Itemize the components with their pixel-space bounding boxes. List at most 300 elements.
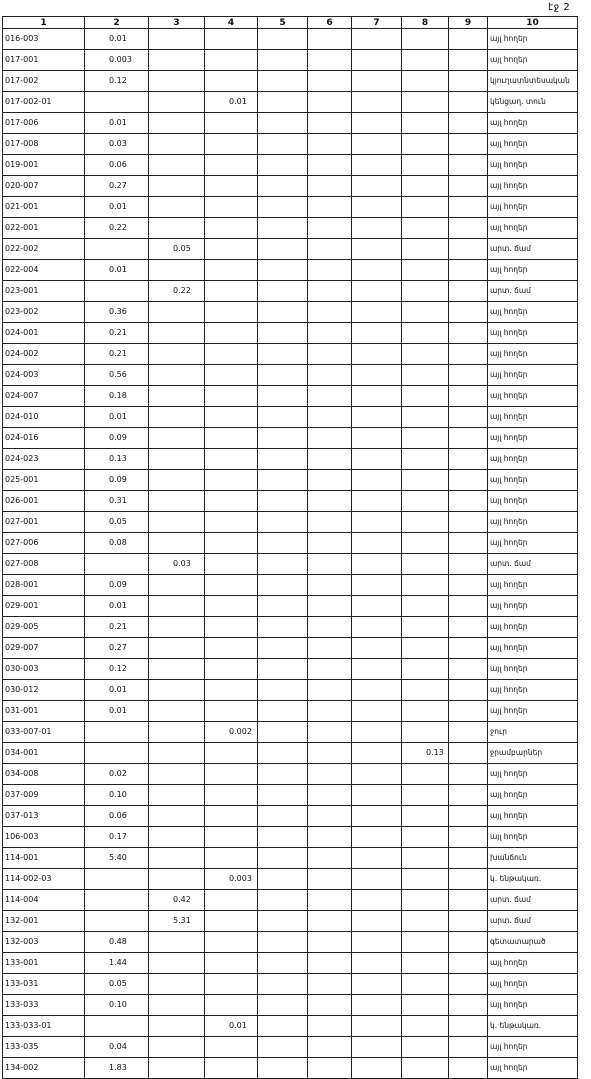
- table-cell-col-2: 0.003: [85, 50, 149, 71]
- table-cell-col-1: 028-001: [3, 575, 85, 596]
- table-cell-col-10: այլ հողեր: [488, 575, 578, 596]
- table-row: [3, 323, 578, 344]
- table-cell-col-7: [352, 512, 402, 533]
- table-cell-col-10: այլ հողեր: [488, 701, 578, 722]
- table-cell-col-7: [352, 365, 402, 386]
- table-cell-col-7: [352, 71, 402, 92]
- table-cell-col-9: [449, 743, 488, 764]
- table-row: [3, 302, 578, 323]
- table-cell-col-7: [352, 239, 402, 260]
- table-cell-col-5: [258, 596, 308, 617]
- table-cell-col-1: 027-006: [3, 533, 85, 554]
- table-cell-col-3: [149, 533, 205, 554]
- table-cell-col-7: [352, 1058, 402, 1079]
- table-cell-col-9: [449, 365, 488, 386]
- table-cell-col-1: 022-004: [3, 260, 85, 281]
- table-cell-col-1: 029-001: [3, 596, 85, 617]
- table-cell-col-2: [85, 911, 149, 932]
- table-cell-col-4: [205, 554, 258, 575]
- table-cell-col-9: [449, 953, 488, 974]
- table-cell-col-3: [149, 113, 205, 134]
- table-cell-col-2: 0.27: [85, 176, 149, 197]
- table-cell-col-6: [308, 344, 352, 365]
- table-cell-col-3: 0.22: [149, 281, 205, 302]
- table-cell-col-8: [402, 218, 449, 239]
- table-cell-col-9: [449, 638, 488, 659]
- table-cell-col-6: [308, 575, 352, 596]
- table-row: [3, 113, 578, 134]
- table-cell-col-10: այլ հողեր: [488, 596, 578, 617]
- table-cell-col-4: [205, 827, 258, 848]
- table-cell-col-3: [149, 71, 205, 92]
- table-cell-col-6: [308, 869, 352, 890]
- table-cell-col-1: 024-007: [3, 386, 85, 407]
- table-cell-col-9: [449, 617, 488, 638]
- table-cell-col-8: [402, 302, 449, 323]
- table-cell-col-4: [205, 533, 258, 554]
- table-cell-col-10: այլ հողեր: [488, 953, 578, 974]
- table-cell-col-8: [402, 512, 449, 533]
- table-cell-col-6: [308, 680, 352, 701]
- table-cell-col-3: 0.05: [149, 239, 205, 260]
- table-cell-col-3: [149, 806, 205, 827]
- table-cell-col-2: 0.01: [85, 407, 149, 428]
- table-cell-col-1: 133-033-01: [3, 1016, 85, 1037]
- table-cell-col-1: 017-002-01: [3, 92, 85, 113]
- table-cell-col-8: [402, 134, 449, 155]
- table-row: [3, 743, 578, 764]
- table-cell-col-6: [308, 827, 352, 848]
- table-cell-col-4: [205, 1058, 258, 1079]
- table-cell-col-4: [205, 407, 258, 428]
- table-cell-col-1: 132-001: [3, 911, 85, 932]
- table-cell-col-9: [449, 554, 488, 575]
- column-header-2: 2: [85, 17, 149, 29]
- table-cell-col-5: [258, 1037, 308, 1058]
- table-cell-col-2: 0.17: [85, 827, 149, 848]
- table-cell-col-1: 133-031: [3, 974, 85, 995]
- table-cell-col-10: այլ հողեր: [488, 218, 578, 239]
- table-cell-col-8: [402, 449, 449, 470]
- table-cell-col-2: 0.05: [85, 512, 149, 533]
- table-cell-col-6: [308, 890, 352, 911]
- table-cell-col-6: [308, 281, 352, 302]
- table-cell-col-3: [149, 1016, 205, 1037]
- table-cell-col-3: [149, 974, 205, 995]
- table-row: [3, 71, 578, 92]
- table-cell-col-4: [205, 974, 258, 995]
- table-cell-col-9: [449, 512, 488, 533]
- table-cell-col-5: [258, 260, 308, 281]
- table-cell-col-6: [308, 29, 352, 50]
- table-cell-col-1: 021-001: [3, 197, 85, 218]
- table-cell-col-10: գետատարած: [488, 932, 578, 953]
- table-cell-col-9: [449, 50, 488, 71]
- table-cell-col-5: [258, 449, 308, 470]
- page-number: էջ 2: [548, 2, 571, 13]
- table-cell-col-10: այլ հողեր: [488, 344, 578, 365]
- table-cell-col-9: [449, 197, 488, 218]
- table-cell-col-10: այլ հողեր: [488, 428, 578, 449]
- table-cell-col-5: [258, 701, 308, 722]
- table-cell-col-10: այլ հողեր: [488, 29, 578, 50]
- table-cell-col-7: [352, 491, 402, 512]
- table-cell-col-2: 0.56: [85, 365, 149, 386]
- table-cell-col-2: 0.03: [85, 134, 149, 155]
- table-cell-col-3: [149, 869, 205, 890]
- table-row: [3, 1037, 578, 1058]
- table-cell-col-7: [352, 953, 402, 974]
- table-cell-col-1: 019-001: [3, 155, 85, 176]
- table-cell-col-4: [205, 386, 258, 407]
- table-cell-col-7: [352, 449, 402, 470]
- table-cell-col-2: 0.06: [85, 806, 149, 827]
- table-cell-col-8: [402, 554, 449, 575]
- table-cell-col-8: [402, 155, 449, 176]
- column-header-4: 4: [205, 17, 258, 29]
- table-cell-col-9: [449, 344, 488, 365]
- table-cell-col-8: [402, 1016, 449, 1037]
- table-cell-col-3: [149, 344, 205, 365]
- table-row: [3, 974, 578, 995]
- table-cell-col-6: [308, 617, 352, 638]
- table-cell-col-5: [258, 743, 308, 764]
- table-cell-col-5: [258, 155, 308, 176]
- table-cell-col-2: 0.21: [85, 617, 149, 638]
- table-cell-col-4: [205, 575, 258, 596]
- table-cell-col-6: [308, 449, 352, 470]
- table-cell-col-8: [402, 470, 449, 491]
- table-row: [3, 491, 578, 512]
- table-cell-col-7: [352, 29, 402, 50]
- column-header-5: 5: [258, 17, 308, 29]
- table-cell-col-9: [449, 92, 488, 113]
- table-cell-col-6: [308, 554, 352, 575]
- table-cell-col-4: [205, 344, 258, 365]
- table-cell-col-8: [402, 722, 449, 743]
- table-cell-col-7: [352, 743, 402, 764]
- table-cell-col-2: 0.01: [85, 596, 149, 617]
- table-cell-col-7: [352, 302, 402, 323]
- table-cell-col-10: ջուր: [488, 722, 578, 743]
- table-cell-col-1: 132-003: [3, 932, 85, 953]
- table-cell-col-2: [85, 743, 149, 764]
- table-cell-col-6: [308, 302, 352, 323]
- table-cell-col-10: արտ. ճամ: [488, 239, 578, 260]
- table-cell-col-4: [205, 806, 258, 827]
- table-cell-col-8: [402, 974, 449, 995]
- table-cell-col-8: [402, 680, 449, 701]
- table-row: [3, 134, 578, 155]
- table-cell-col-1: 030-003: [3, 659, 85, 680]
- table-cell-col-9: [449, 176, 488, 197]
- table-row: [3, 617, 578, 638]
- table-cell-col-10: այլ հողեր: [488, 470, 578, 491]
- table-cell-col-7: [352, 50, 402, 71]
- table-cell-col-10: այլ հողեր: [488, 155, 578, 176]
- table-row: [3, 155, 578, 176]
- table-cell-col-1: 133-035: [3, 1037, 85, 1058]
- table-cell-col-6: [308, 239, 352, 260]
- table-cell-col-6: [308, 50, 352, 71]
- table-cell-col-5: [258, 1016, 308, 1037]
- table-cell-col-4: 0.01: [205, 1016, 258, 1037]
- table-cell-col-5: [258, 722, 308, 743]
- table-cell-col-6: [308, 155, 352, 176]
- table-cell-col-7: [352, 932, 402, 953]
- table-cell-col-10: այլ հողեր: [488, 827, 578, 848]
- table-cell-col-5: [258, 302, 308, 323]
- table-cell-col-4: [205, 638, 258, 659]
- table-cell-col-10: այլ հողեր: [488, 659, 578, 680]
- table-cell-col-10: այլ հողեր: [488, 386, 578, 407]
- table-cell-col-1: 029-007: [3, 638, 85, 659]
- table-cell-col-3: [149, 1037, 205, 1058]
- table-row: [3, 92, 578, 113]
- table-cell-col-5: [258, 386, 308, 407]
- table-row: [3, 827, 578, 848]
- table-cell-col-4: 0.01: [205, 92, 258, 113]
- table-cell-col-7: [352, 281, 402, 302]
- table-cell-col-10: այլ հողեր: [488, 491, 578, 512]
- table-cell-col-7: [352, 197, 402, 218]
- table-cell-col-5: [258, 827, 308, 848]
- table-cell-col-9: [449, 932, 488, 953]
- table-row: [3, 680, 578, 701]
- table-cell-col-6: [308, 995, 352, 1016]
- table-cell-col-8: [402, 197, 449, 218]
- table-cell-col-4: [205, 155, 258, 176]
- table-cell-col-7: [352, 554, 402, 575]
- table-cell-col-1: 017-002: [3, 71, 85, 92]
- table-cell-col-8: [402, 953, 449, 974]
- table-cell-col-2: 0.06: [85, 155, 149, 176]
- table-cell-col-1: 034-001: [3, 743, 85, 764]
- column-header-9: 9: [449, 17, 488, 29]
- table-row: [3, 407, 578, 428]
- table-cell-col-3: [149, 407, 205, 428]
- table-cell-col-6: [308, 932, 352, 953]
- table-cell-col-8: [402, 911, 449, 932]
- table-cell-col-6: [308, 470, 352, 491]
- table-cell-col-8: [402, 323, 449, 344]
- table-cell-col-3: [149, 743, 205, 764]
- table-row: [3, 239, 578, 260]
- table-cell-col-10: այլ հողեր: [488, 113, 578, 134]
- table-cell-col-8: [402, 281, 449, 302]
- table-cell-col-3: [149, 512, 205, 533]
- table-cell-col-6: [308, 974, 352, 995]
- table-cell-col-10: այլ հողեր: [488, 533, 578, 554]
- table-cell-col-5: [258, 764, 308, 785]
- table-cell-col-2: 0.01: [85, 260, 149, 281]
- table-cell-col-7: [352, 407, 402, 428]
- table-cell-col-10: ջրամբարներ: [488, 743, 578, 764]
- table-cell-col-9: [449, 848, 488, 869]
- table-cell-col-1: 029-005: [3, 617, 85, 638]
- table-cell-col-4: [205, 1037, 258, 1058]
- table-cell-col-9: [449, 113, 488, 134]
- table-cell-col-4: [205, 470, 258, 491]
- table-cell-col-5: [258, 218, 308, 239]
- table-cell-col-8: [402, 848, 449, 869]
- table-cell-col-10: արտ. ճամ: [488, 281, 578, 302]
- table-cell-col-5: [258, 281, 308, 302]
- table-cell-col-2: 0.09: [85, 428, 149, 449]
- table-cell-col-3: [149, 848, 205, 869]
- table-cell-col-7: [352, 218, 402, 239]
- table-cell-col-5: [258, 491, 308, 512]
- table-cell-col-5: [258, 512, 308, 533]
- table-cell-col-5: [258, 176, 308, 197]
- table-cell-col-8: [402, 638, 449, 659]
- table-cell-col-2: [85, 239, 149, 260]
- table-cell-col-3: 0.42: [149, 890, 205, 911]
- table-cell-col-4: [205, 764, 258, 785]
- table-cell-col-7: [352, 155, 402, 176]
- table-cell-col-6: [308, 848, 352, 869]
- table-cell-col-3: [149, 701, 205, 722]
- table-cell-col-1: 023-002: [3, 302, 85, 323]
- table-cell-col-3: [149, 722, 205, 743]
- table-cell-col-3: [149, 785, 205, 806]
- table-cell-col-8: [402, 995, 449, 1016]
- table-cell-col-1: 017-006: [3, 113, 85, 134]
- table-cell-col-8: [402, 827, 449, 848]
- table-cell-col-9: [449, 71, 488, 92]
- table-row: [3, 764, 578, 785]
- table-cell-col-5: [258, 134, 308, 155]
- table-cell-col-6: [308, 386, 352, 407]
- table-row: [3, 659, 578, 680]
- table-cell-col-2: 0.02: [85, 764, 149, 785]
- table-row: [3, 260, 578, 281]
- table-cell-col-3: [149, 575, 205, 596]
- table-cell-col-9: [449, 218, 488, 239]
- table-cell-col-2: [85, 869, 149, 890]
- table-cell-col-6: [308, 428, 352, 449]
- table-cell-col-2: 0.01: [85, 29, 149, 50]
- table-row: [3, 701, 578, 722]
- table-cell-col-2: 5.40: [85, 848, 149, 869]
- table-cell-col-2: 0.13: [85, 449, 149, 470]
- table-cell-col-3: [149, 302, 205, 323]
- table-row: [3, 197, 578, 218]
- table-row: [3, 1016, 578, 1037]
- table-cell-col-7: [352, 659, 402, 680]
- table-cell-col-2: 0.04: [85, 1037, 149, 1058]
- table-cell-col-9: [449, 659, 488, 680]
- table-cell-col-5: [258, 974, 308, 995]
- table-row: [3, 890, 578, 911]
- table-cell-col-5: [258, 911, 308, 932]
- table-cell-col-7: [352, 113, 402, 134]
- table-cell-col-3: [149, 470, 205, 491]
- table-cell-col-9: [449, 827, 488, 848]
- table-cell-col-10: այլ հողեր: [488, 1058, 578, 1079]
- table-cell-col-2: 0.01: [85, 113, 149, 134]
- table-cell-col-3: [149, 50, 205, 71]
- table-cell-col-1: 016-003: [3, 29, 85, 50]
- table-cell-col-8: [402, 50, 449, 71]
- table-cell-col-4: [205, 134, 258, 155]
- table-row: [3, 638, 578, 659]
- table-cell-col-2: 0.09: [85, 575, 149, 596]
- table-cell-col-1: 017-008: [3, 134, 85, 155]
- table-cell-col-10: այլ հողեր: [488, 176, 578, 197]
- table-cell-col-7: [352, 722, 402, 743]
- table-cell-col-5: [258, 407, 308, 428]
- table-cell-col-10: արտ. ճամ: [488, 554, 578, 575]
- table-cell-col-9: [449, 680, 488, 701]
- table-cell-col-5: [258, 344, 308, 365]
- table-cell-col-9: [449, 449, 488, 470]
- table-cell-col-10: արտ. ճամ: [488, 911, 578, 932]
- table-cell-col-8: [402, 617, 449, 638]
- table-cell-col-10: այլ հողեր: [488, 197, 578, 218]
- table-cell-col-2: 0.31: [85, 491, 149, 512]
- table-row: [3, 218, 578, 239]
- table-cell-col-1: 024-003: [3, 365, 85, 386]
- table-cell-col-5: [258, 785, 308, 806]
- table-cell-col-10: այլ հողեր: [488, 974, 578, 995]
- table-cell-col-7: [352, 701, 402, 722]
- table-cell-col-1: 114-004: [3, 890, 85, 911]
- table-cell-col-6: [308, 785, 352, 806]
- table-cell-col-7: [352, 890, 402, 911]
- table-cell-col-3: [149, 155, 205, 176]
- table-cell-col-9: [449, 155, 488, 176]
- table-cell-col-8: [402, 260, 449, 281]
- table-cell-col-5: [258, 659, 308, 680]
- table-cell-col-8: [402, 869, 449, 890]
- table-cell-col-5: [258, 806, 308, 827]
- table-cell-col-4: [205, 113, 258, 134]
- table-cell-col-10: այլ հողեր: [488, 323, 578, 344]
- table-cell-col-8: [402, 491, 449, 512]
- table-cell-col-3: [149, 323, 205, 344]
- table-cell-col-6: [308, 323, 352, 344]
- table-cell-col-4: [205, 71, 258, 92]
- table-cell-col-9: [449, 281, 488, 302]
- table-cell-col-7: [352, 575, 402, 596]
- table-cell-col-3: [149, 428, 205, 449]
- table-cell-col-10: կյուղատնտեսական: [488, 71, 578, 92]
- table-cell-col-6: [308, 743, 352, 764]
- table-cell-col-9: [449, 260, 488, 281]
- table-cell-col-7: [352, 617, 402, 638]
- table-cell-col-3: [149, 218, 205, 239]
- table-cell-col-2: 0.01: [85, 680, 149, 701]
- table-cell-col-4: [205, 680, 258, 701]
- table-cell-col-9: [449, 386, 488, 407]
- table-cell-col-2: 0.08: [85, 533, 149, 554]
- table-cell-col-6: [308, 533, 352, 554]
- table-cell-col-1: 027-008: [3, 554, 85, 575]
- table-cell-col-4: [205, 176, 258, 197]
- table-cell-col-9: [449, 491, 488, 512]
- table-cell-col-6: [308, 218, 352, 239]
- table-cell-col-10: այլ հողեր: [488, 1037, 578, 1058]
- table-cell-col-8: [402, 71, 449, 92]
- table-cell-col-7: [352, 827, 402, 848]
- column-header-8: 8: [402, 17, 449, 29]
- table-cell-col-1: 017-001: [3, 50, 85, 71]
- table-row: [3, 575, 578, 596]
- table-cell-col-4: [205, 659, 258, 680]
- table-cell-col-1: 024-010: [3, 407, 85, 428]
- table-cell-col-9: [449, 407, 488, 428]
